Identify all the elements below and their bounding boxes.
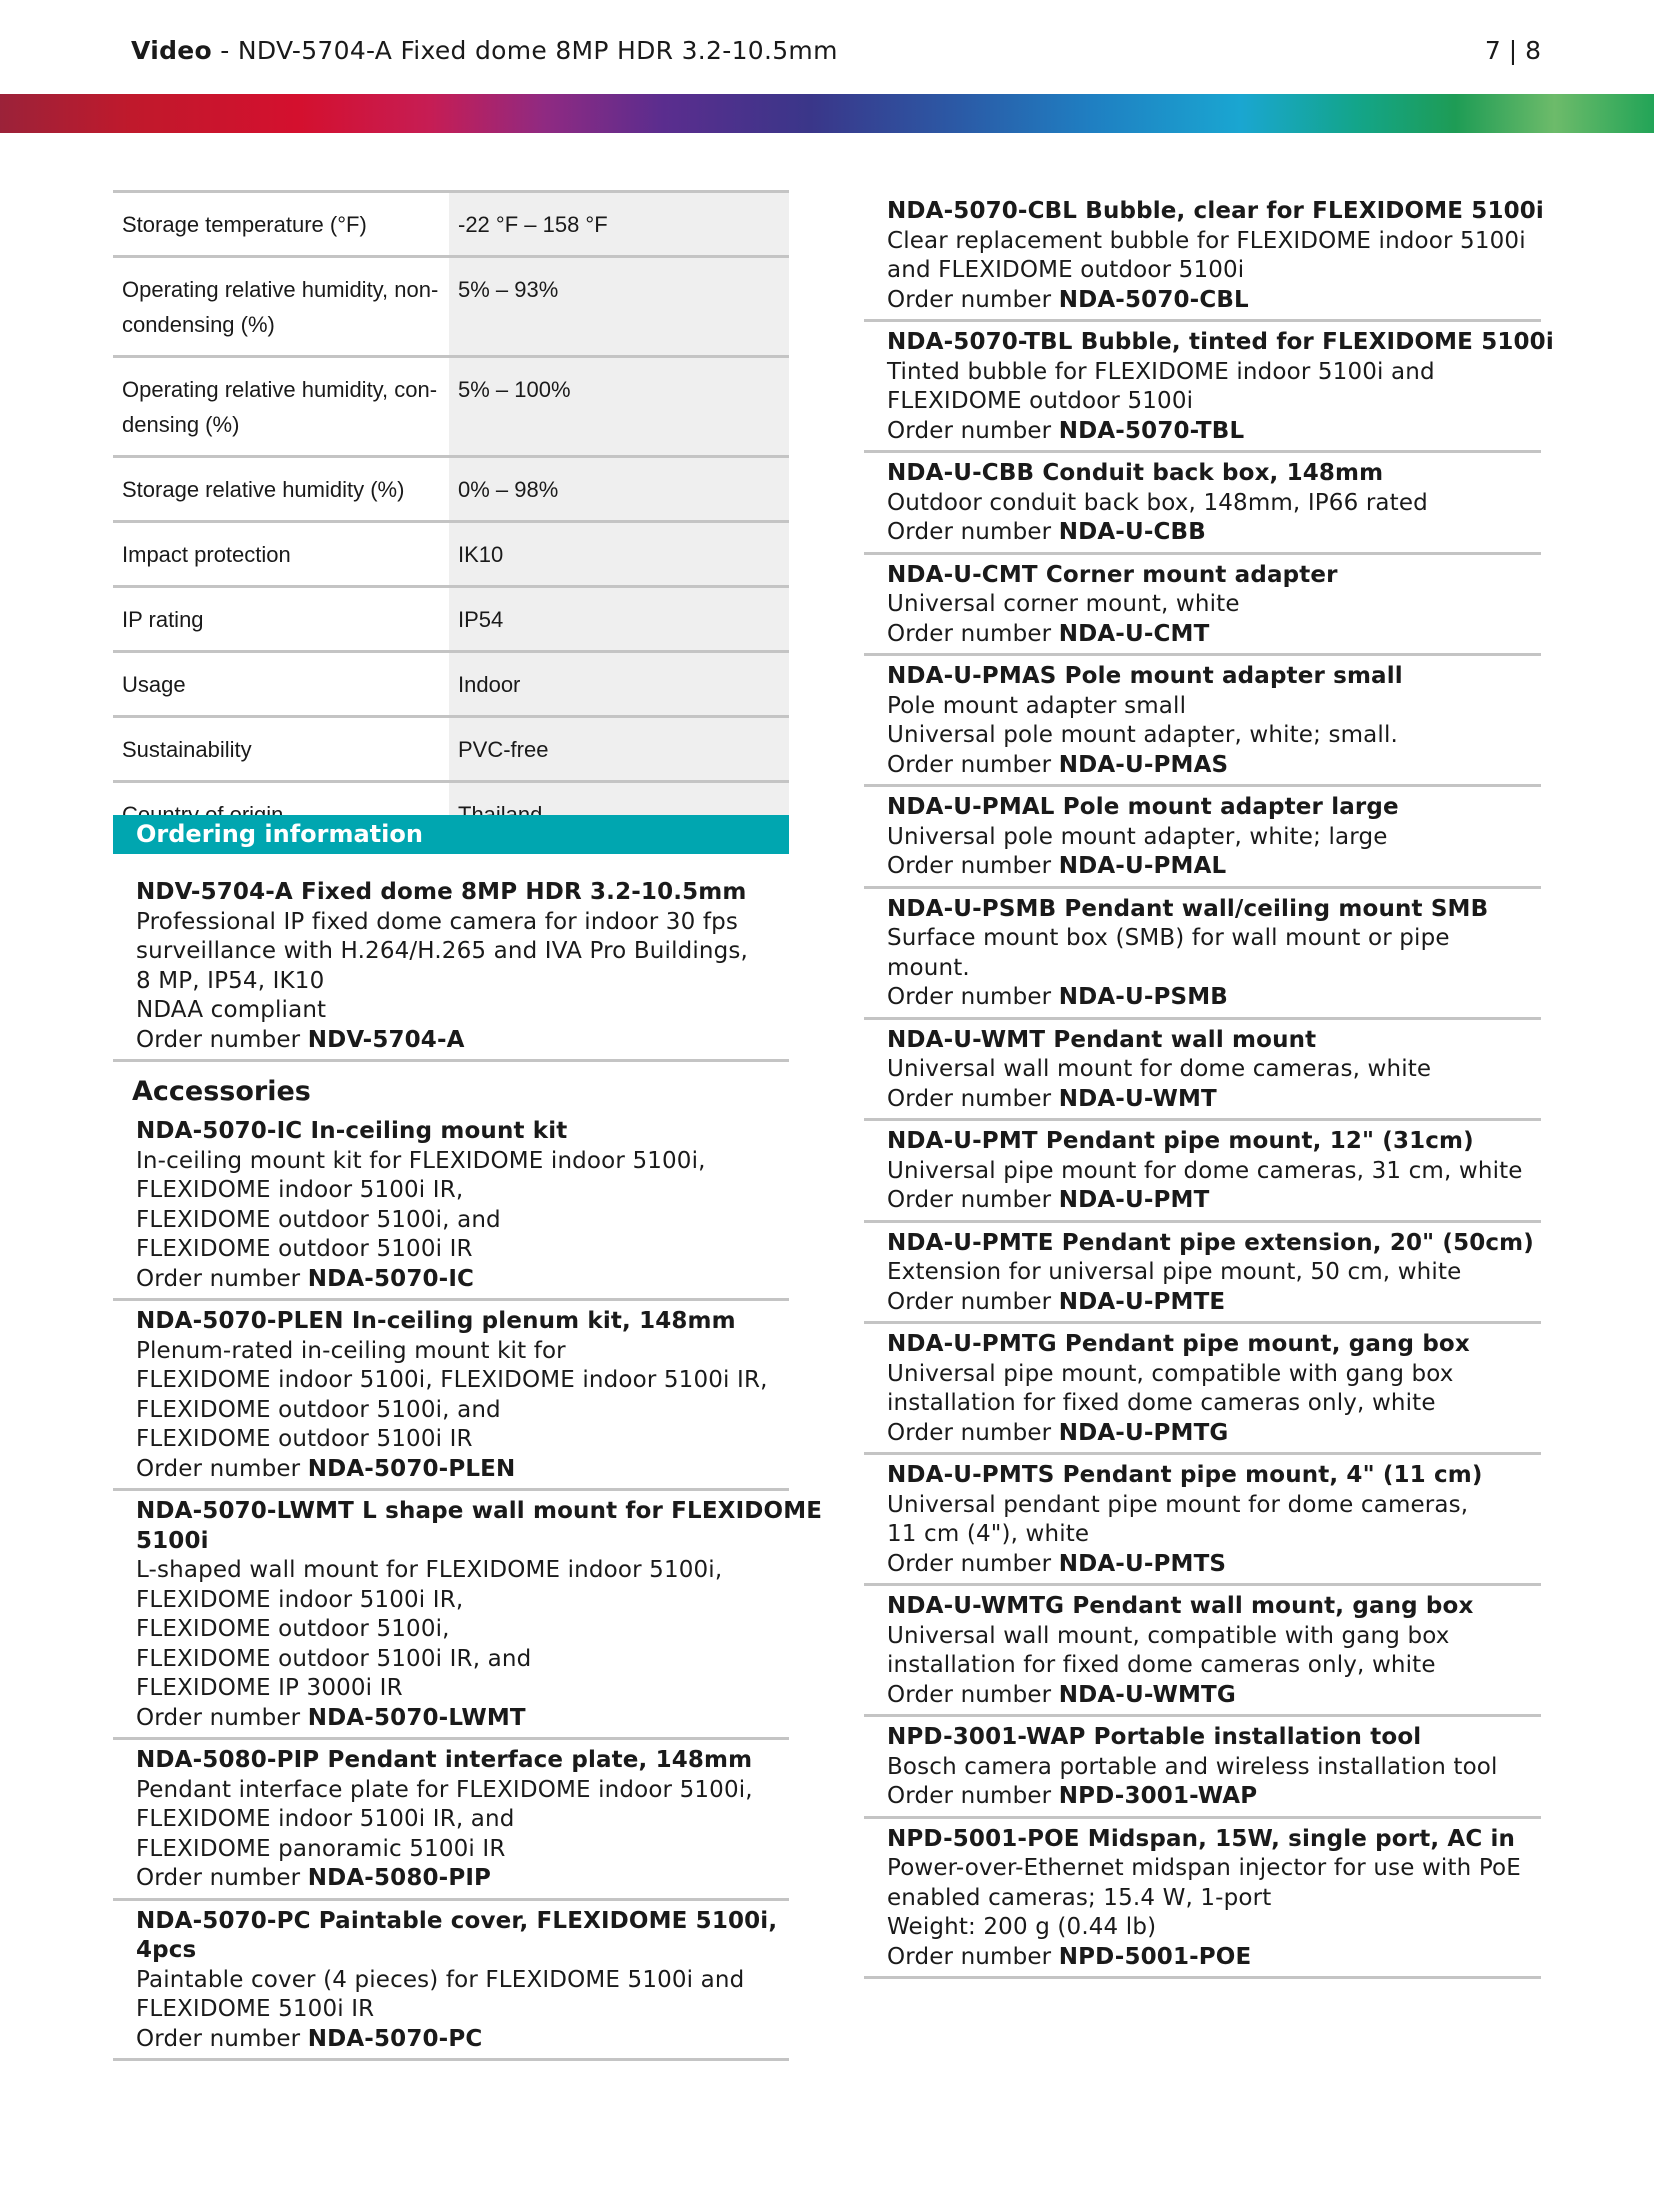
entry-description: surveillance with H.264/H.265 and IVA Pro Buildings, <box>136 938 748 964</box>
order-number: NDA-5070-TBL <box>1058 417 1245 444</box>
order-number-prefix: Order number <box>887 1943 1052 1970</box>
accessory-entry <box>113 1111 789 1301</box>
document-title <box>131 36 838 65</box>
entry-description: Tinted bubble for FLEXIDOME indoor 5100i and <box>887 358 1435 385</box>
accessory-entry <box>864 787 1541 889</box>
accessory-entry <box>864 1324 1541 1455</box>
order-number: NDA-U-PMTG <box>1058 1419 1229 1446</box>
entry-description: FLEXIDOME outdoor 5100i <box>887 388 1194 414</box>
order-number: NDA-U-PMTE <box>1058 1288 1226 1315</box>
order-number-line <box>887 983 1541 1013</box>
order-number-line <box>887 1419 1541 1449</box>
order-number: NDV-5704-A <box>307 1026 465 1053</box>
order-number: NDA-U-CMT <box>1058 620 1210 647</box>
order-number-line <box>136 1265 789 1295</box>
spec-value: Indoor <box>449 652 789 717</box>
order-number-prefix: Order number <box>887 1783 1052 1809</box>
entry-description: Weight: 200 g (0.44 lb) <box>887 1914 1157 1940</box>
entry-description: Pendant interface plate for FLEXIDOME indoor 5100i, <box>136 1776 753 1803</box>
entry-description: Universal corner mount, white <box>887 591 1240 617</box>
entry-description: Surface mount box (SMB) for wall mount or pipe <box>887 925 1450 951</box>
entry-description: Universal pole mount adapter, white; small. <box>887 722 1398 748</box>
spec-row <box>113 457 789 522</box>
order-number: NDA-U-PMAL <box>1058 853 1227 879</box>
order-number-line <box>887 1186 1541 1216</box>
entry-description: NDAA compliant <box>136 997 327 1023</box>
spec-table <box>113 190 789 848</box>
accessory-entry <box>864 1020 1541 1122</box>
spec-value: 0% – 98% <box>449 457 789 522</box>
accessory-entry <box>864 656 1541 787</box>
entry-description: FLEXIDOME indoor 5100i, FLEXIDOME indoor 5100i IR, <box>136 1367 768 1393</box>
entry-description: Outdoor conduit back box, 148mm, IP66 rated <box>887 489 1428 516</box>
entry-title: NDA-U-PMT Pendant pipe mount, 12" (31cm) <box>887 1128 1474 1154</box>
spec-value: PVC-free <box>449 717 789 782</box>
entry-description: In-ceiling mount kit for FLEXIDOME indoor 5100i, <box>136 1147 706 1174</box>
accessory-entry <box>864 1455 1541 1586</box>
accessory-entry <box>864 322 1554 453</box>
entry-description: FLEXIDOME outdoor 5100i IR, and <box>136 1645 532 1672</box>
spec-label: Operating relative humidity, con-densing (%) <box>113 357 449 457</box>
entry-title: NDA-5070-TBL Bubble, tinted for FLEXIDOME 5100i <box>887 329 1554 355</box>
entry-title: NDA-5070-CBL Bubble, clear for FLEXIDOME 5100i <box>887 198 1544 224</box>
entry-description: 11 cm (4"), white <box>887 1521 1090 1547</box>
spec-label: IP rating <box>113 587 449 652</box>
spec-label: Sustainability <box>113 717 449 782</box>
entry-description: Universal pole mount adapter, white; large <box>887 823 1388 850</box>
product-order-entry <box>113 872 789 1062</box>
entry-description: Extension for universal pipe mount, 50 cm, white <box>887 1259 1462 1285</box>
order-number: NDA-5070-PLEN <box>307 1455 516 1482</box>
order-number-prefix: Order number <box>887 1288 1052 1315</box>
entry-title: NDA-5080-PIP Pendant interface plate, 148mm <box>136 1747 753 1773</box>
order-number: NDA-5080-PIP <box>307 1865 492 1891</box>
entry-description: and FLEXIDOME outdoor 5100i <box>887 257 1245 283</box>
color-band <box>0 94 1654 133</box>
accessory-entry <box>113 1301 789 1491</box>
accessory-entry <box>864 1586 1541 1717</box>
entry-description: FLEXIDOME outdoor 5100i IR <box>136 1236 473 1262</box>
order-number: NDA-U-PMT <box>1058 1187 1210 1213</box>
order-number: NDA-U-PMTS <box>1058 1550 1227 1577</box>
order-number-prefix: Order number <box>887 1187 1052 1213</box>
entry-title: NDA-5070-PC Paintable cover, FLEXIDOME 5100i, <box>136 1907 778 1934</box>
order-number-prefix: Order number <box>887 519 1052 545</box>
order-number-line <box>887 1288 1541 1318</box>
order-number-prefix: Order number <box>136 1865 301 1891</box>
order-number: NPD-3001-WAP <box>1058 1783 1258 1809</box>
spec-row <box>113 717 789 782</box>
accessory-entry <box>864 453 1541 555</box>
accessories-left-column <box>113 1111 823 2061</box>
entry-title: 5100i <box>136 1527 209 1554</box>
order-number-line <box>887 518 1541 548</box>
product-label: - NDV-5704-A Fixed dome 8MP HDR 3.2-10.5mm <box>220 36 838 65</box>
order-number-prefix: Order number <box>136 2025 301 2052</box>
section-label: Video <box>131 36 213 65</box>
order-number-prefix: Order number <box>136 1265 301 1292</box>
order-number: NDA-5070-LWMT <box>307 1704 526 1731</box>
entry-description: FLEXIDOME panoramic 5100i IR <box>136 1835 506 1862</box>
page-number: 7 | 8 <box>1484 36 1541 65</box>
accessory-entry <box>864 1717 1541 1819</box>
accessory-entry <box>864 191 1544 322</box>
spec-row <box>113 257 789 357</box>
order-number-line <box>887 1782 1541 1812</box>
accessories-heading: Accessories <box>132 1076 311 1107</box>
accessory-entry <box>113 1491 823 1740</box>
entry-title: NDA-U-PMTG Pendant pipe mount, gang box <box>887 1331 1470 1357</box>
entry-title: NDA-U-PSMB Pendant wall/ceiling mount SMB <box>887 895 1489 922</box>
order-number-line <box>136 2025 789 2055</box>
order-number-line <box>887 852 1541 882</box>
entry-description: FLEXIDOME outdoor 5100i, and <box>136 1206 501 1233</box>
order-number-line <box>887 620 1541 650</box>
order-number-line <box>136 1455 789 1485</box>
entry-title: NDA-U-PMAL Pole mount adapter large <box>887 794 1399 820</box>
entry-description: FLEXIDOME IP 3000i IR <box>136 1675 403 1701</box>
spec-label: Storage relative humidity (%) <box>113 457 449 522</box>
entry-title: NDA-5070-IC In-ceiling mount kit <box>136 1118 568 1144</box>
order-number-line <box>887 1681 1541 1711</box>
entry-description: Universal wall mount, compatible with gang box <box>887 1622 1450 1649</box>
order-number: NDA-U-CBB <box>1058 519 1206 545</box>
entry-description: Power-over-Ethernet midspan injector for use with PoE <box>887 1855 1521 1881</box>
order-number-prefix: Order number <box>887 417 1052 444</box>
order-number-prefix: Order number <box>887 286 1052 313</box>
accessory-entry <box>864 1223 1541 1325</box>
entry-title: NDA-U-CMT Corner mount adapter <box>887 561 1338 588</box>
entry-description: FLEXIDOME indoor 5100i IR, <box>136 1177 464 1203</box>
entry-title: NPD-3001-WAP Portable installation tool <box>887 1724 1422 1750</box>
order-number: NDA-5070-CBL <box>1058 286 1249 313</box>
order-number-line <box>887 1085 1541 1115</box>
order-number-prefix: Order number <box>136 1026 301 1053</box>
entry-description: FLEXIDOME outdoor 5100i, and <box>136 1396 501 1423</box>
entry-title: NDA-U-WMT Pendant wall mount <box>887 1026 1317 1053</box>
entry-title: NDA-5070-PLEN In-ceiling plenum kit, 148mm <box>136 1308 736 1334</box>
order-number: NDA-5070-PC <box>307 2025 483 2052</box>
entry-description: Universal pipe mount for dome cameras, 31 cm, white <box>887 1157 1523 1184</box>
order-number-prefix: Order number <box>887 1419 1052 1446</box>
order-number-prefix: Order number <box>887 751 1052 778</box>
spec-label: Operating relative humidity, non-condensing (%) <box>113 257 449 357</box>
entry-title: NDA-U-CBB Conduit back box, 148mm <box>887 460 1384 486</box>
spec-value: -22 °F – 158 °F <box>449 192 789 257</box>
entry-description: FLEXIDOME outdoor 5100i IR <box>136 1426 473 1452</box>
accessory-entry <box>113 1901 789 2062</box>
spec-value: IK10 <box>449 522 789 587</box>
order-number-prefix: Order number <box>136 1704 301 1731</box>
order-number-line <box>887 1550 1541 1580</box>
spec-row <box>113 357 789 457</box>
order-number-line <box>887 751 1541 781</box>
spec-label: Impact protection <box>113 522 449 587</box>
spec-value: 5% – 93% <box>449 257 789 357</box>
order-number: NDA-U-PMAS <box>1058 751 1229 778</box>
order-number-line <box>136 1864 789 1894</box>
spec-table-body <box>113 192 789 847</box>
entry-description: Plenum-rated in-ceiling mount kit for <box>136 1337 566 1364</box>
spec-row <box>113 192 789 257</box>
accessories-right-column <box>864 191 1554 1979</box>
order-number: NDA-U-WMTG <box>1058 1681 1236 1708</box>
accessory-entry <box>864 1819 1541 1980</box>
spec-label: Storage temperature (°F) <box>113 192 449 257</box>
entry-description: FLEXIDOME outdoor 5100i, <box>136 1616 450 1642</box>
entry-description: Clear replacement bubble for FLEXIDOME indoor 5100i <box>887 227 1526 254</box>
page-header <box>131 36 1541 76</box>
accessory-entry <box>864 889 1541 1020</box>
accessory-entry <box>113 1740 789 1901</box>
entry-title: 4pcs <box>136 1937 197 1963</box>
order-number-line <box>887 286 1541 316</box>
entry-title: NDA-U-PMTE Pendant pipe extension, 20" (50cm) <box>887 1229 1534 1256</box>
entry-title: NDA-5070-LWMT L shape wall mount for FLEXIDOME <box>136 1498 823 1524</box>
order-number-line <box>136 1704 789 1734</box>
spec-row <box>113 652 789 717</box>
entry-description: Universal pendant pipe mount for dome cameras, <box>887 1491 1469 1518</box>
order-number: NDA-U-WMT <box>1058 1085 1217 1112</box>
order-number-line <box>887 1943 1541 1973</box>
entry-description: FLEXIDOME indoor 5100i IR, <box>136 1586 464 1613</box>
entry-description: installation for fixed dome cameras only, white <box>887 1390 1436 1416</box>
order-number: NPD-5001-POE <box>1058 1943 1252 1970</box>
entry-description: mount. <box>887 954 970 981</box>
order-number-prefix: Order number <box>887 1681 1052 1708</box>
entry-description: FLEXIDOME 5100i IR <box>136 1996 375 2022</box>
entry-description: FLEXIDOME indoor 5100i IR, and <box>136 1806 515 1832</box>
accessory-entry <box>864 555 1541 657</box>
order-number-line <box>136 1026 789 1056</box>
entry-description: Bosch camera portable and wireless installation tool <box>887 1753 1498 1780</box>
entry-description: enabled cameras; 15.4 W, 1-port <box>887 1884 1272 1911</box>
order-number-prefix: Order number <box>887 984 1052 1010</box>
order-number-prefix: Order number <box>887 620 1052 647</box>
accessory-entry <box>113 872 789 1062</box>
entry-description: Universal wall mount for dome cameras, white <box>887 1056 1432 1082</box>
spec-row <box>113 522 789 587</box>
ordering-information-heading: Ordering information <box>113 815 789 854</box>
accessory-entry <box>864 1121 1541 1223</box>
order-number-prefix: Order number <box>887 853 1052 879</box>
spec-value: IP54 <box>449 587 789 652</box>
entry-description: installation for fixed dome cameras only, white <box>887 1652 1436 1678</box>
order-number: NDA-U-PSMB <box>1058 984 1228 1010</box>
order-number: NDA-5070-IC <box>307 1265 475 1292</box>
entry-description: 8 MP, IP54, IK10 <box>136 967 325 994</box>
order-number-line <box>887 417 1541 447</box>
spec-value: 5% – 100% <box>449 357 789 457</box>
entry-title: NDA-U-WMTG Pendant wall mount, gang box <box>887 1593 1474 1619</box>
order-number-prefix: Order number <box>887 1550 1052 1577</box>
entry-description: Paintable cover (4 pieces) for FLEXIDOME 5100i and <box>136 1966 745 1993</box>
order-number-prefix: Order number <box>887 1085 1052 1112</box>
entry-description: L-shaped wall mount for FLEXIDOME indoor 5100i, <box>136 1557 723 1583</box>
entry-title: NPD-5001-POE Midspan, 15W, single port, AC in <box>887 1825 1516 1852</box>
entry-description: Universal pipe mount, compatible with gang box <box>887 1360 1454 1387</box>
entry-title: NDA-U-PMAS Pole mount adapter small <box>887 663 1403 689</box>
entry-description: Professional IP fixed dome camera for indoor 30 fps <box>136 908 738 935</box>
order-number-prefix: Order number <box>136 1455 301 1482</box>
spec-label: Usage <box>113 652 449 717</box>
entry-title: NDV-5704-A Fixed dome 8MP HDR 3.2-10.5mm <box>136 879 747 905</box>
entry-description: Pole mount adapter small <box>887 692 1187 719</box>
spec-row <box>113 587 789 652</box>
entry-title: NDA-U-PMTS Pendant pipe mount, 4" (11 cm) <box>887 1462 1483 1488</box>
